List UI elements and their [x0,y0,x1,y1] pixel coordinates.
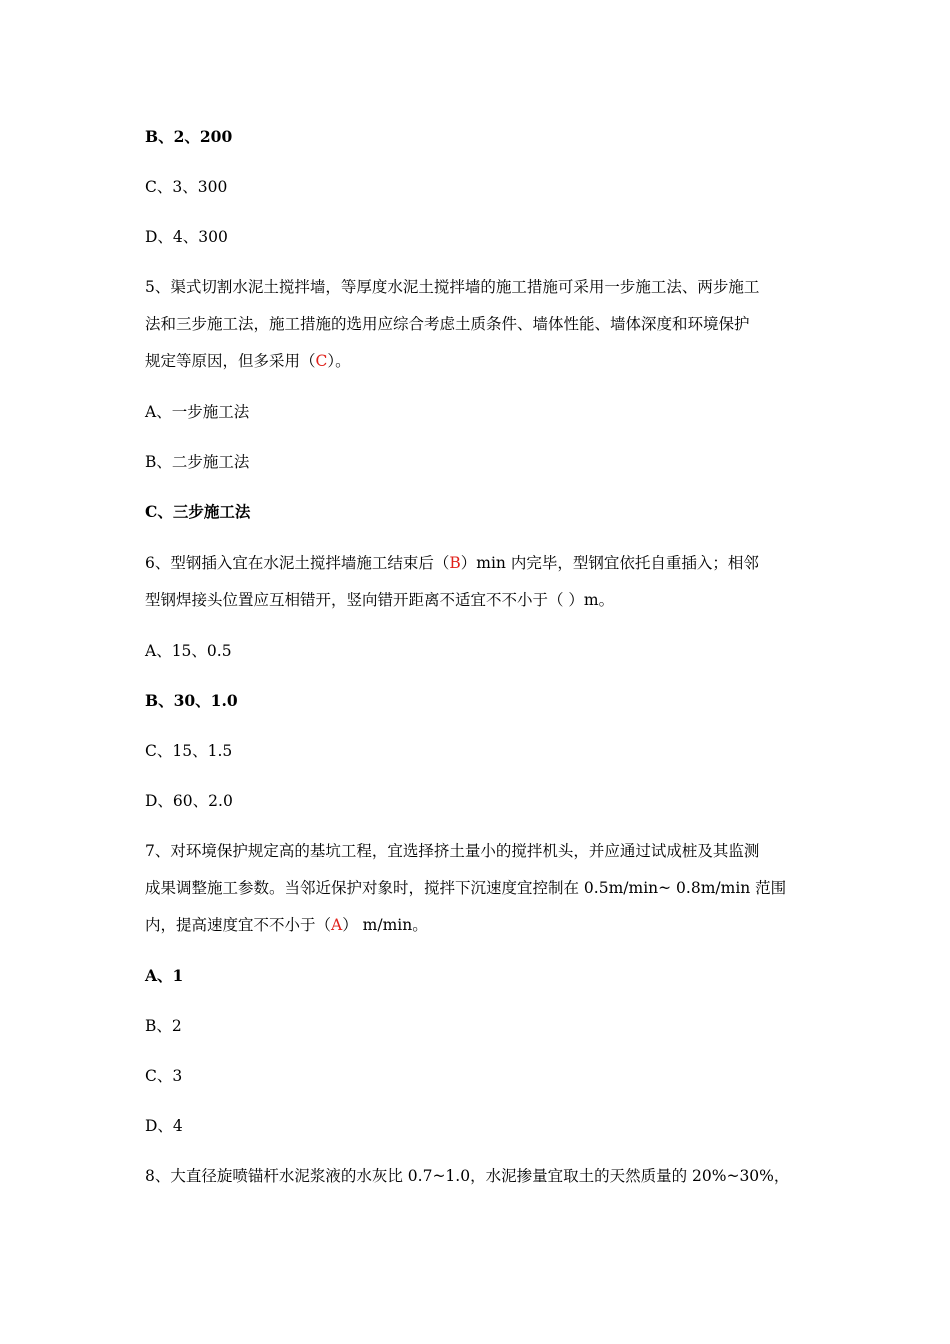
q6-answer: B [449,554,461,572]
q8-text-line-1: 8、大直径旋喷锚杆水泥浆液的水灰比 0.7~1.0，水泥掺量宜取土的天然质量的 20%~30%， [145,1167,790,1185]
q7-text-line-1: 7、对环境保护规定高的基坑工程，宜选择挤土量小的搅拌机头，并应通过试成桩及其监测 [145,842,760,860]
q7-answer: A [331,916,343,934]
q4-option-b: B、2、200 [145,127,233,146]
q6-text-line-2: 型钢焊接头位置应互相错开，竖向错开距离不适宜不不小于（ ）m。 [145,591,615,609]
q6-option-d: D、60、2.0 [145,792,233,810]
q5-option-b: B、二步施工法 [145,453,250,471]
q5-answer: C [315,352,328,370]
q5-text-line-2: 法和三步施工法，施工措施的选用应综合考虑土质条件、墙体性能、墙体深度和环境保护 [145,315,750,333]
q6-stem-head: 6、型钢插入宜在水泥土搅拌墙施工结束后（ [145,554,450,572]
q5-stem-end: ）。 [327,352,351,370]
q7-option-a: A、1 [145,966,184,985]
q4-option-d: D、4、300 [145,228,228,246]
q7-stem-tail: 内，提高速度宜不不小于（ [145,916,332,934]
q5-option-c: C、三步施工法 [145,502,251,521]
q6-option-b: B、30、1.0 [145,691,238,710]
q6-stem-tail: ）min 内完毕，型钢宜依托自重插入；相邻 [460,554,759,572]
q6-option-a: A、15、0.5 [145,642,232,660]
q5-stem-tail: 规定等原因，但多采用（ [145,352,316,370]
q7-text-line-2: 成果调整施工参数。当邻近保护对象时，搅拌下沉速度宜控制在 0.5m/min~ 0.8m/min 范围 [145,879,787,897]
q7-option-c: C、3 [145,1067,183,1085]
q7-option-d: D、4 [145,1117,183,1135]
q5-option-a: A、一步施工法 [145,403,250,421]
q6-option-c: C、15、1.5 [145,742,233,760]
q7-stem-end: ） m/min。 [342,916,428,934]
q5-text-line-3 [145,351,351,371]
q7-option-b: B、2 [145,1017,182,1035]
q4-option-c: C、3、300 [145,178,228,196]
q7-text-line-3 [145,915,428,935]
q6-text-line-1 [145,553,759,573]
q5-text-line-1: 5、渠式切割水泥土搅拌墙，等厚度水泥土搅拌墙的施工措施可采用一步施工法、两步施工 [145,278,760,296]
